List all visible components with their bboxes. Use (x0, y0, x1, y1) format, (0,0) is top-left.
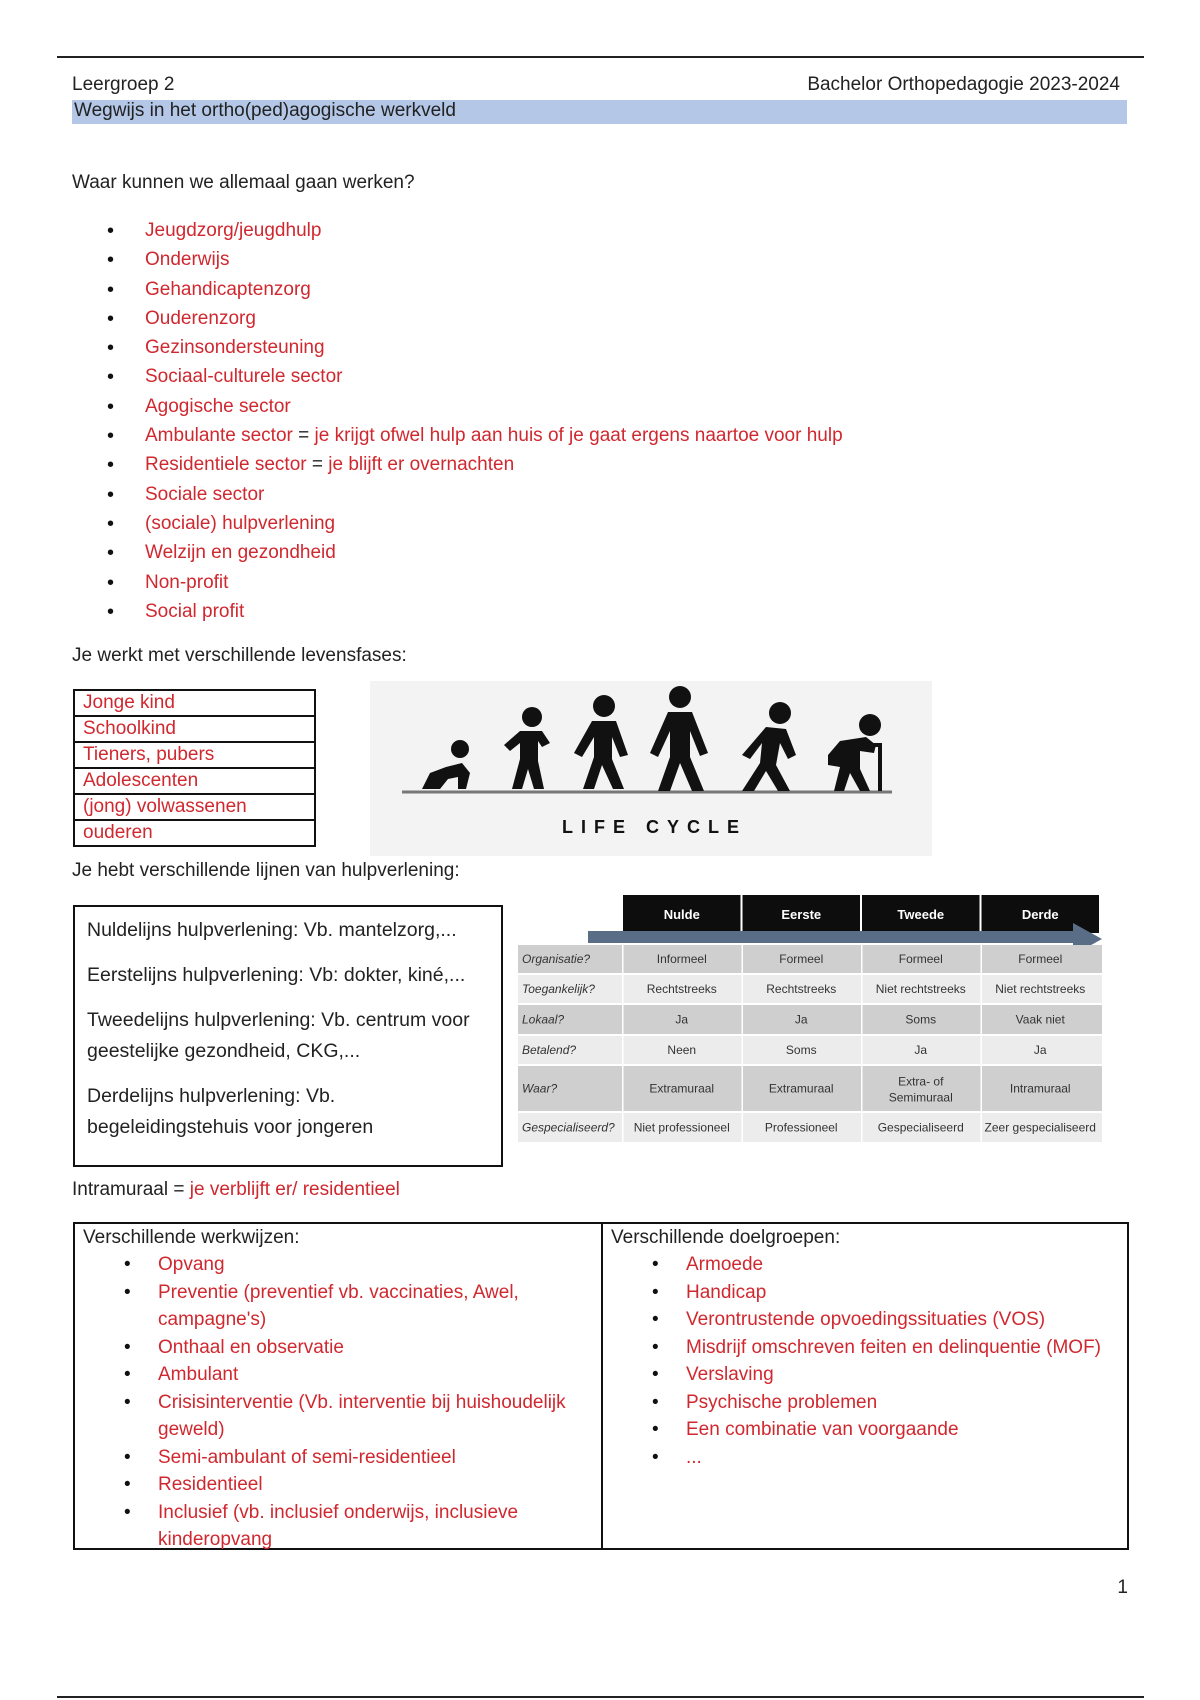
list-item: • Crisisinterventie (Vb. interventie bij huishoudelijk geweld) (158, 1389, 593, 1444)
list-item: • Inclusief (vb. inclusief onderwijs, inclusieve kinderopvang (158, 1499, 593, 1554)
cell-value: Informeel (656, 952, 707, 966)
list-item: • Onthaal en observatie (158, 1334, 593, 1362)
cell-value: Niet rechtstreeks (875, 982, 966, 996)
row-label: Betalend? (522, 1043, 577, 1057)
life-cycle-caption: LIFE CYCLE (562, 817, 748, 837)
row-label: Organisatie? (522, 952, 591, 966)
top-rule (57, 56, 1144, 58)
cell-divider (981, 1066, 983, 1111)
list-item: • Psychische problemen (686, 1389, 1119, 1417)
table-row (518, 1005, 1102, 1034)
cell-divider (981, 1036, 983, 1064)
intramuraal-text: je verblijft er/ residentieel (189, 1179, 400, 1200)
toddler-figure (504, 707, 550, 789)
cell-divider (742, 1005, 744, 1034)
header-label: Eerste (781, 907, 822, 922)
cell-value: Rechtstreeks (766, 982, 837, 996)
cell-divider (981, 1005, 983, 1034)
cell-value: Niet professioneel (633, 1120, 730, 1135)
doelgroepen-list (611, 1251, 1119, 1471)
cell-value: Niet rechtstreeks (995, 982, 1086, 996)
list-item: • Armoede (686, 1251, 1119, 1279)
cell-divider (622, 1005, 624, 1034)
header-course-group: Leergroep 2 (72, 74, 175, 95)
cell-divider (742, 975, 744, 1003)
methods-targetgroups-table (73, 1222, 1129, 1550)
list-item: • Agogische sector (105, 394, 843, 423)
cell-value: Formeel (1018, 952, 1063, 966)
lifephase-cell: Tieners, pubers (74, 742, 315, 768)
child-figure (574, 695, 628, 789)
lifephases-intro: Je werkt met verschillende levensfases: (72, 645, 407, 666)
list-item: • Ambulant (158, 1361, 593, 1389)
cell-divider (742, 1113, 744, 1142)
list-item: • Residentiele sector = je blijft er overnachten (105, 452, 843, 481)
arrow-band (588, 931, 1078, 943)
list-item: • Gezinsondersteuning (105, 335, 843, 364)
list-item: • Non-profit (105, 570, 843, 599)
list-item: • Sociaal-culturele sector (105, 364, 843, 393)
cell-divider (861, 945, 863, 973)
line-item: Eerstelijns hulpverlening: Vb: dokter, kiné,... (87, 964, 466, 986)
hulpverlening-table-image (518, 895, 1102, 1150)
cell-value: Intramuraal (1009, 1081, 1071, 1096)
lifephase-cell: (jong) volwassenen (74, 794, 315, 820)
lifephase-cell: Schoolkind (74, 716, 315, 742)
cell-divider (622, 945, 624, 973)
cell-divider (981, 945, 983, 973)
section-question: Waar kunnen we allemaal gaan werken? (72, 172, 415, 193)
cell-value: Vaak niet (1015, 1012, 1065, 1027)
walking-adult-figure (742, 702, 796, 791)
sector-list (105, 218, 843, 628)
cell-value: Ja (675, 1012, 689, 1027)
cell-value: Zeer gespecialiseerd (984, 1120, 1096, 1135)
list-item: • Verslaving (686, 1361, 1119, 1389)
doelgroepen-title: Verschillende doelgroepen: (611, 1227, 841, 1248)
cell-divider (622, 1066, 624, 1111)
cell-value: Semimuraal (888, 1090, 953, 1105)
cell-divider (622, 1113, 624, 1142)
lifephase-cell: Adolescenten (74, 768, 315, 794)
cell-divider (861, 1036, 863, 1064)
list-item: • Jeugdzorg/jeugdhulp (105, 218, 843, 247)
cell-value: Gespecialiseerd (877, 1120, 964, 1135)
line-item: Derdelijns hulpverlening: Vb. begeleidingstehuis voor jongeren (87, 1085, 374, 1138)
list-item: • (sociale) hulpverlening (105, 511, 843, 540)
list-item: • Ambulante sector = je krijgt ofwel hulp aan huis of je gaat ergens naartoe voor hulp (105, 423, 843, 452)
row-label: Gespecialiseerd? (522, 1120, 615, 1135)
cell-divider (981, 1113, 983, 1142)
werkwijzen-title: Verschillende werkwijzen: (83, 1227, 300, 1248)
cell-value: Soms (785, 1043, 817, 1057)
cell-value: Extramuraal (649, 1081, 715, 1096)
cell-divider (622, 1036, 624, 1064)
list-item: • Onderwijs (105, 247, 843, 276)
werkwijzen-list (83, 1251, 593, 1554)
lifephase-cell: Jonge kind (74, 690, 315, 716)
cell-divider (861, 1005, 863, 1034)
cell-divider (861, 1113, 863, 1142)
header-label: Derde (1021, 907, 1059, 922)
cell-divider (981, 975, 983, 1003)
doelgroepen-column (601, 1224, 1127, 1548)
cell-value: Formeel (898, 952, 943, 966)
cell-value: Rechtstreeks (646, 982, 717, 996)
line-item: Nuldelijns hulpverlening: Vb. mantelzorg,... (87, 919, 457, 941)
cell-value: Ja (794, 1012, 808, 1027)
elderly-figure (828, 714, 882, 791)
cell-divider (861, 1066, 863, 1111)
intramuraal-definition (72, 1179, 400, 1201)
list-item: • Preventie (preventief vb. vaccinaties, Awel, campagne's) (158, 1279, 593, 1334)
life-cycle-illustration (370, 681, 932, 856)
list-item: • Residentieel (158, 1471, 593, 1499)
list-item: • ... (686, 1444, 1119, 1472)
list-item: • Opvang (158, 1251, 593, 1279)
life-cycle-image (370, 681, 932, 856)
row-label: Lokaal? (522, 1012, 565, 1027)
header-subtitle-band (72, 100, 1127, 124)
list-item: • Een combinatie van voorgaande (686, 1416, 1119, 1444)
baby-figure (422, 740, 470, 789)
cell-divider (742, 945, 744, 973)
cell-value: Professioneel (764, 1120, 838, 1135)
list-item: • Social profit (105, 599, 843, 628)
cell-divider (742, 1066, 744, 1111)
werkwijzen-column (75, 1224, 601, 1548)
line-item: Tweedelijns hulpverlening: Vb. centrum voor geestelijke gezondheid, CKG,... (87, 1009, 470, 1062)
list-item: • Ouderenzorg (105, 306, 843, 335)
bottom-rule (57, 1696, 1144, 1698)
cell-value: Ja (1033, 1043, 1047, 1057)
lifephases-table (73, 689, 316, 847)
lines-intro: Je hebt verschillende lijnen van hulpverlening: (72, 860, 460, 881)
lines-box (73, 905, 503, 1167)
list-item: • Verontrustende opvoedingssituaties (VOS) (686, 1306, 1119, 1334)
cell-value: Extra- of (898, 1074, 944, 1089)
list-item: • Sociale sector (105, 482, 843, 511)
header-subtitle: Wegwijs in het ortho(ped)agogische werkveld (74, 100, 456, 121)
header-programme: Bachelor Orthopedagogie 2023-2024 (807, 74, 1120, 95)
cell-value: Neen (667, 1043, 697, 1057)
cell-value: Extramuraal (768, 1081, 834, 1096)
cell-divider (622, 975, 624, 1003)
header-label: Nulde (663, 907, 700, 922)
list-item: • Gehandicaptenzorg (105, 277, 843, 306)
list-item: • Handicap (686, 1279, 1119, 1307)
intramuraal-term: Intramuraal = (72, 1179, 190, 1200)
lifephase-cell: ouderen (74, 820, 315, 846)
cell-value: Ja (914, 1043, 928, 1057)
cell-divider (742, 1036, 744, 1064)
cell-value: Formeel (779, 952, 824, 966)
list-item: • Semi-ambulant of semi-residentieel (158, 1444, 593, 1472)
header-label: Tweede (897, 907, 945, 922)
hulpverlening-table (518, 895, 1102, 1150)
row-label: Toegankelijk? (522, 982, 595, 996)
adult-figure (650, 686, 708, 791)
row-label: Waar? (522, 1081, 558, 1096)
cell-divider (861, 975, 863, 1003)
list-item: • Misdrijf omschreven feiten en delinquentie (MOF) (686, 1334, 1119, 1362)
cell-value: Soms (905, 1012, 937, 1027)
list-item: • Welzijn en gezondheid (105, 540, 843, 569)
page-number: 1 (1117, 1577, 1128, 1598)
